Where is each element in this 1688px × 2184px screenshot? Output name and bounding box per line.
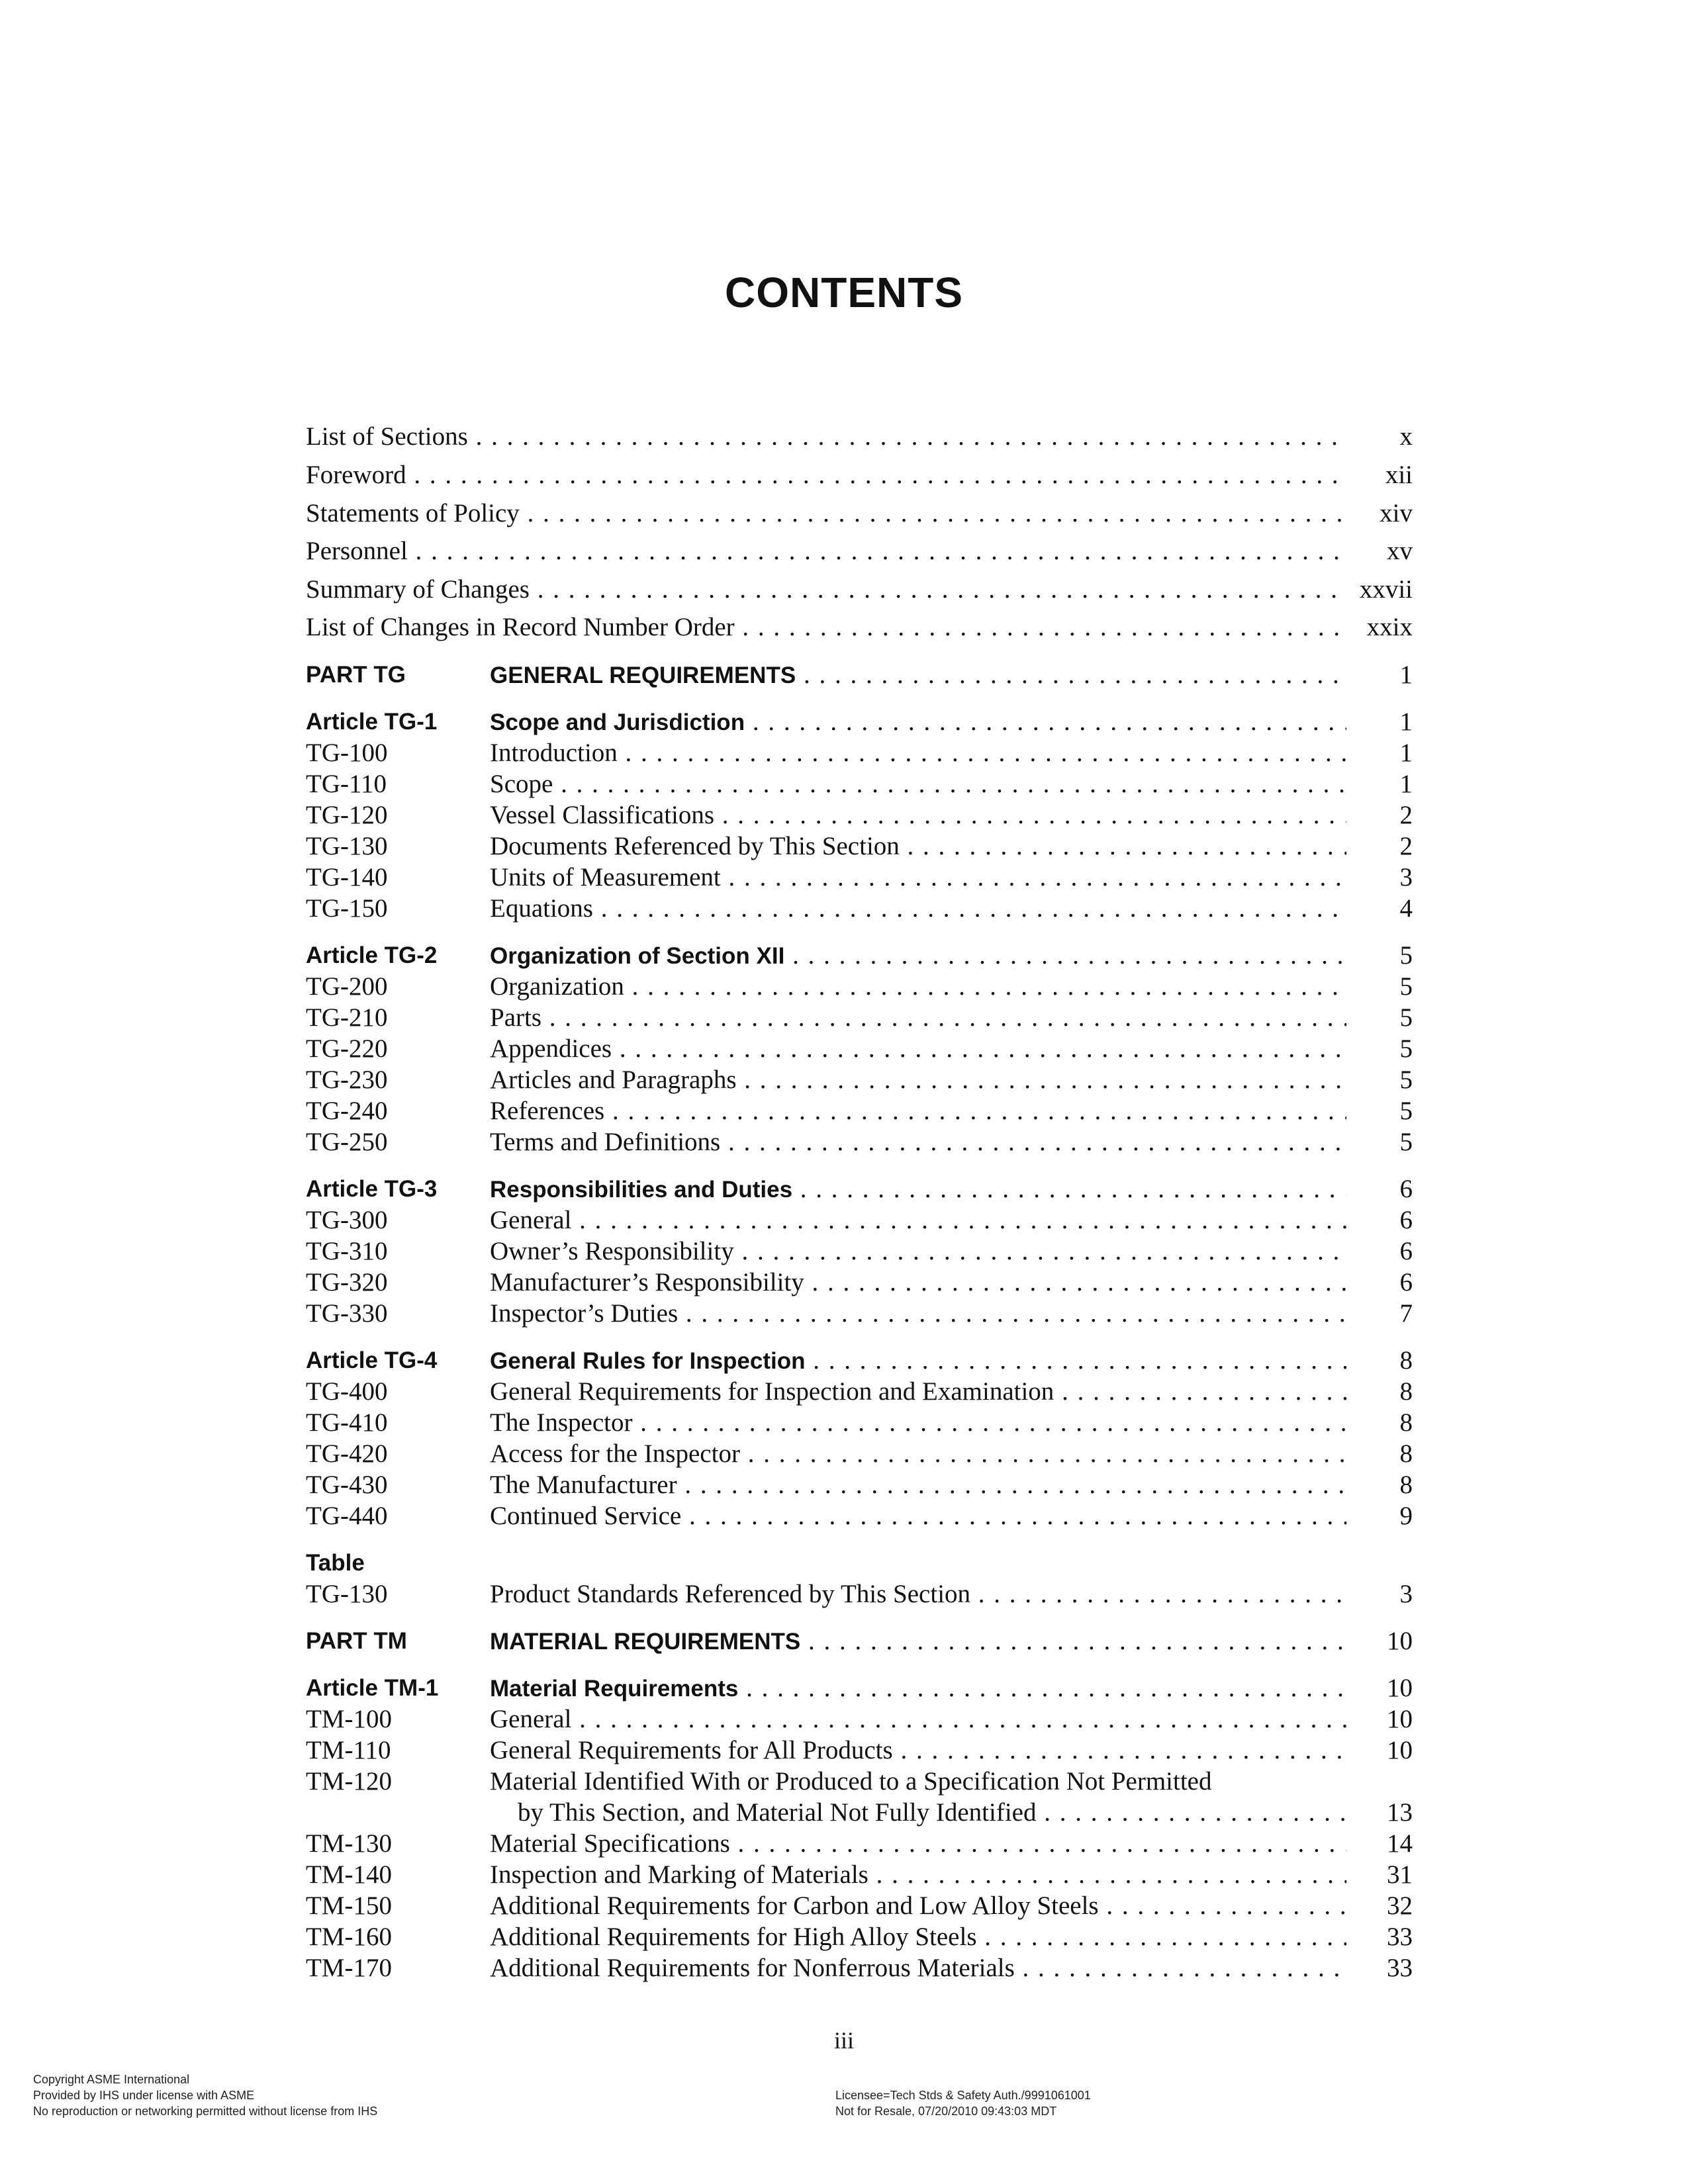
entry-page: 5 [1399, 1066, 1413, 1094]
footer-line: No reproduction or networking permitted without license from IHS [33, 2105, 378, 2118]
toc-entry[interactable] [306, 1032, 1413, 1066]
entry-page: xxix [1366, 613, 1413, 641]
entry-title: General Requirements for All Products [490, 1736, 893, 1764]
entry-page: 32 [1387, 1891, 1413, 1920]
entry-page: 8 [1399, 1471, 1413, 1499]
entry-page: 1 [1399, 739, 1413, 767]
toc-entry[interactable] [306, 1920, 1413, 1954]
entry-page: 7 [1399, 1299, 1413, 1328]
toc-entry[interactable] [306, 496, 1413, 531]
toc-article-tg3[interactable] [306, 1172, 1413, 1206]
entry-code: TG-310 [306, 1237, 388, 1265]
table-heading: Table [306, 1550, 365, 1576]
entry-title: Personnel [306, 537, 408, 565]
toc-entry[interactable] [306, 572, 1413, 607]
entry-code: TG-410 [306, 1408, 388, 1437]
entry-title: Material Specifications [490, 1829, 730, 1858]
entry-code: TG-320 [306, 1268, 388, 1297]
entry-code: TG-130 [306, 832, 388, 860]
toc-entry[interactable] [306, 1001, 1413, 1035]
entry-title: Additional Requirements for Carbon and Low Alloy Steels [490, 1891, 1099, 1920]
toc-entry[interactable] [306, 736, 1413, 770]
part-code: PART TM [306, 1628, 407, 1654]
entry-page: 4 [1399, 894, 1413, 923]
entry-title: Continued Service [490, 1502, 682, 1530]
toc-part-tg[interactable] [306, 658, 1413, 692]
entry-code: TG-300 [306, 1206, 388, 1234]
toc-entry[interactable] [306, 1499, 1413, 1533]
toc-entry[interactable] [306, 1203, 1413, 1238]
toc-article-tg4[interactable] [306, 1343, 1413, 1378]
entry-page: 5 [1399, 1034, 1413, 1063]
toc-entry[interactable] [306, 1858, 1413, 1892]
entry-title: Articles and Paragraphs [490, 1066, 737, 1094]
entry-title: Inspection and Marking of Materials [490, 1860, 868, 1889]
entry-code: TM-110 [306, 1736, 391, 1764]
toc-entry[interactable] [306, 798, 1413, 833]
toc-part-tm[interactable] [306, 1624, 1413, 1659]
article-title: Scope and Jurisdiction [490, 709, 745, 735]
toc-article-tm1[interactable] [306, 1671, 1413, 1706]
entry-code: TM-130 [306, 1829, 392, 1858]
entry-title: Organization [490, 972, 624, 1001]
entry-page: 2 [1399, 801, 1413, 829]
entry-title: Units of Measurement [490, 863, 721, 891]
entry-code: TG-150 [306, 894, 388, 923]
entry-code: TG-100 [306, 739, 388, 767]
toc-article-tg1[interactable] [306, 705, 1413, 739]
toc-entry-tm120-continued[interactable] [306, 1796, 1413, 1830]
entry-page: 6 [1399, 1175, 1413, 1203]
entry-title: Parts [490, 1003, 541, 1032]
article-title: Organization of Section XII [490, 943, 785, 969]
entry-title: General [490, 1705, 572, 1733]
entry-page: 33 [1387, 1923, 1413, 1951]
part-title: GENERAL REQUIREMENTS [490, 662, 796, 688]
entry-title: List of Sections [306, 422, 468, 451]
toc-entry[interactable] [306, 1125, 1413, 1160]
entry-code: TG-430 [306, 1471, 388, 1499]
toc-entry[interactable] [306, 1437, 1413, 1471]
entry-title: List of Changes in Record Number Order [306, 613, 735, 641]
entry-code: TM-140 [306, 1860, 392, 1889]
entry-title: The Manufacturer [490, 1471, 677, 1499]
entry-page: 10 [1387, 1674, 1413, 1702]
toc-entry[interactable] [306, 1265, 1413, 1300]
entry-code: TM-150 [306, 1891, 392, 1920]
entry-page: 6 [1399, 1268, 1413, 1297]
entry-code: TG-110 [306, 770, 387, 798]
entry-title: General [490, 1206, 572, 1234]
article-title: Responsibilities and Duties [490, 1177, 793, 1203]
part-title: MATERIAL REQUIREMENTS [490, 1629, 801, 1655]
toc-entry-tm120[interactable] [306, 1764, 1413, 1799]
entry-page: xv [1387, 537, 1413, 565]
entry-page: 5 [1399, 1128, 1413, 1156]
entry-page: 31 [1387, 1860, 1413, 1889]
entry-title: Product Standards Referenced by This Section [490, 1580, 971, 1608]
entry-page: 13 [1387, 1798, 1413, 1827]
entry-code: TG-130 [306, 1580, 388, 1608]
entry-page: 10 [1387, 1627, 1413, 1655]
toc-entry[interactable] [306, 829, 1413, 864]
toc-entry[interactable] [306, 767, 1413, 801]
entry-title: Introduction [490, 739, 618, 767]
toc-entry[interactable] [306, 1468, 1413, 1502]
entry-code: TG-220 [306, 1034, 388, 1063]
entry-title: Owner’s Responsibility [490, 1237, 734, 1265]
toc-entry[interactable] [306, 534, 1413, 569]
entry-title: The Inspector [490, 1408, 633, 1437]
entry-page: xxvii [1359, 575, 1413, 604]
entry-page: 5 [1399, 941, 1413, 970]
article-code: Article TG-2 [306, 942, 438, 968]
entry-page: 10 [1387, 1705, 1413, 1733]
toc-entry[interactable] [306, 1063, 1413, 1097]
entry-title: References [490, 1097, 605, 1125]
toc-entry[interactable] [306, 860, 1413, 895]
footer-line: Copyright ASME International [33, 2073, 190, 2086]
article-code: Article TG-3 [306, 1176, 438, 1202]
entry-page: xiv [1380, 499, 1413, 527]
entry-code: TG-250 [306, 1128, 388, 1156]
entry-page: x [1399, 422, 1413, 451]
toc-entry[interactable] [306, 970, 1413, 1004]
entry-code: TG-200 [306, 972, 388, 1001]
entry-page: 6 [1399, 1237, 1413, 1265]
toc-entry[interactable] [306, 420, 1413, 454]
toc-table-entry[interactable] [306, 1577, 1413, 1612]
page-number: iii [833, 2027, 854, 2054]
entry-title: Vessel Classifications [490, 801, 715, 829]
entry-title: Summary of Changes [306, 575, 530, 604]
entry-page: 8 [1399, 1377, 1413, 1406]
footer-line: Not for Resale, 07/20/2010 09:43:03 MDT [835, 2105, 1057, 2118]
article-code: Article TG-1 [306, 709, 438, 735]
entry-page: 3 [1399, 1580, 1413, 1608]
entry-title: General Requirements for Inspection and Examination [490, 1377, 1055, 1406]
toc-entry[interactable] [306, 1406, 1413, 1440]
entry-page: 6 [1399, 1206, 1413, 1234]
toc-entry[interactable] [306, 458, 1413, 492]
entry-page: 1 [1399, 707, 1413, 736]
entry-title: Statements of Policy [306, 499, 520, 527]
entry-title-line1: Material Identified With or Produced to a Specification Not Permitted [490, 1767, 1212, 1796]
entry-title: Equations [490, 894, 593, 923]
entry-page: 5 [1399, 1003, 1413, 1032]
entry-page: 8 [1399, 1408, 1413, 1437]
entry-code: TM-170 [306, 1954, 392, 1982]
entry-page: 14 [1387, 1829, 1413, 1858]
footer-line: Provided by IHS under license with ASME [33, 2089, 255, 2102]
entry-page: 2 [1399, 832, 1413, 860]
entry-page: 1 [1399, 770, 1413, 798]
entry-page: 10 [1387, 1736, 1413, 1764]
entry-page: 9 [1399, 1502, 1413, 1530]
entry-page: 33 [1387, 1954, 1413, 1982]
entry-code: TM-120 [306, 1767, 392, 1796]
article-title: General Rules for Inspection [490, 1348, 806, 1374]
toc-entry[interactable] [306, 1234, 1413, 1269]
footer-license [835, 2087, 1091, 2119]
toc-entry[interactable] [306, 1297, 1413, 1331]
entry-title-line2: by This Section, and Material Not Fully Identified [518, 1798, 1037, 1827]
entry-code: TG-400 [306, 1377, 388, 1406]
toc-entry[interactable] [306, 610, 1413, 645]
toc-entry[interactable] [306, 1702, 1413, 1737]
entry-page: 8 [1399, 1346, 1413, 1375]
toc-article-tg2[interactable] [306, 938, 1413, 973]
entry-code: TG-440 [306, 1502, 388, 1530]
entry-page: xii [1385, 461, 1413, 489]
entry-code: TG-120 [306, 801, 388, 829]
toc-entry[interactable] [306, 1951, 1413, 1985]
entry-title: Terms and Definitions [490, 1128, 721, 1156]
toc-entry[interactable] [306, 891, 1413, 926]
entry-page: 5 [1399, 972, 1413, 1001]
footer-copyright [33, 2071, 377, 2119]
entry-code: TG-330 [306, 1299, 388, 1328]
entry-title: Manufacturer’s Responsibility [490, 1268, 804, 1297]
entry-title: Appendices [490, 1034, 612, 1063]
entry-title: Documents Referenced by This Section [490, 832, 900, 860]
entry-code: TG-140 [306, 863, 388, 891]
entry-title: Scope [490, 770, 553, 798]
toc-entry[interactable] [306, 1889, 1413, 1923]
entry-code: TG-240 [306, 1097, 388, 1125]
footer-line: Licensee=Tech Stds & Safety Auth./9991061001 [835, 2089, 1091, 2102]
entry-code: TM-160 [306, 1923, 392, 1951]
article-code: Article TG-4 [306, 1347, 438, 1373]
entry-title: Inspector’s Duties [490, 1299, 679, 1328]
toc-entry[interactable] [306, 1733, 1413, 1768]
entry-title: Additional Requirements for Nonferrous Materials [490, 1954, 1015, 1982]
entry-code: TG-420 [306, 1439, 388, 1468]
entry-page: 3 [1399, 863, 1413, 891]
toc-entry[interactable] [306, 1827, 1413, 1861]
entry-title: Foreword [306, 461, 406, 489]
entry-title: Access for the Inspector [490, 1439, 740, 1468]
page-title: CONTENTS [725, 269, 963, 316]
article-code: Article TM-1 [306, 1675, 439, 1701]
toc-table-heading [306, 1546, 1413, 1580]
entry-title: Additional Requirements for High Alloy Steels [490, 1923, 977, 1951]
entry-code: TG-210 [306, 1003, 388, 1032]
toc-entry[interactable] [306, 1094, 1413, 1128]
entry-page: 8 [1399, 1439, 1413, 1468]
article-title: Material Requirements [490, 1676, 739, 1702]
part-code: PART TG [306, 662, 406, 688]
entry-code: TM-100 [306, 1705, 392, 1733]
entry-page: 1 [1399, 660, 1413, 689]
entry-code: TG-230 [306, 1066, 388, 1094]
entry-page: 5 [1399, 1097, 1413, 1125]
toc-entry[interactable] [306, 1375, 1413, 1409]
